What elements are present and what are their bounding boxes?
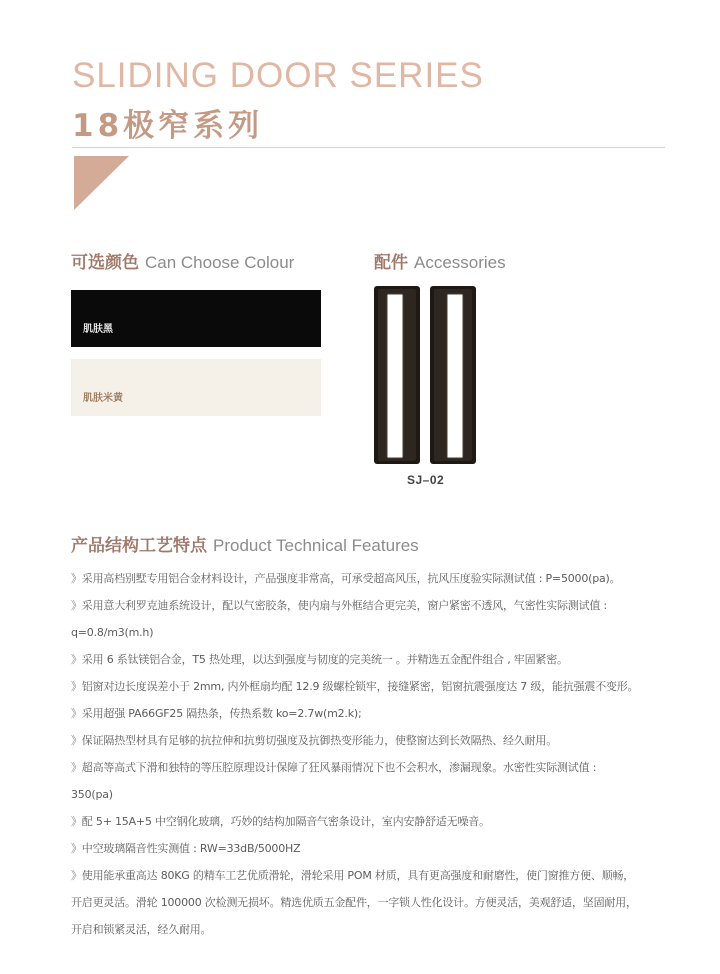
header-divider [72, 147, 665, 148]
feature-line: 350(pa) [71, 788, 113, 801]
feature-line: q=0.8/m3(m.h) [71, 626, 154, 639]
features-heading-en: Product Technical Features [213, 536, 419, 555]
colour-swatch-black [71, 290, 321, 347]
handle-left [374, 286, 420, 464]
feature-line: 》采用 6 系钛镁铝合金，T5 热处理，以达到强度与韧度的完美统一 。并精选五金配件组合 , 牢固紧密。 [71, 653, 568, 666]
swatch-label: 肌肤米黄 [83, 393, 123, 404]
accessories-heading-cn: 配件 [374, 253, 408, 273]
feature-line: 》超高等高式下滑和独特的等压腔原理设计保障了狂风暴雨情况下也不会积水，渗漏现象。水密性实际测试值 : [71, 761, 597, 774]
colour-heading-cn: 可选颜色 [71, 253, 139, 273]
feature-line: 》配 5+ 15A+5 中空钢化玻璃，巧妙的结构加隔音气密条设计，室内安静舒适无噪音。 [71, 815, 490, 828]
feature-list [71, 565, 671, 943]
accessory-model-code: SJ–02 [407, 473, 445, 487]
feature-line: 》保证隔热型材具有足够的抗拉伸和抗剪切强度及抗御热变形能力，使整窗达到长效隔热、经久耐用。 [71, 734, 557, 747]
feature-line: 》采用超强 PA66GF25 隔热条，传热系数 ko=2.7w(m2.k); [71, 707, 362, 720]
accessories-heading-en: Accessories [414, 253, 506, 272]
features-heading-cn: 产品结构工艺特点 [71, 536, 207, 556]
accessories-heading [374, 248, 506, 273]
colour-heading [71, 248, 294, 273]
handle-right [430, 286, 476, 464]
door-handle-image [372, 284, 478, 466]
feature-line: 》采用高档别墅专用铝合金材料设计，产品强度非常高，可承受超高风压，抗风压度验实际测试值 : P=5000(pa)。 [71, 572, 621, 585]
feature-line: 》中空玻璃隔音性实测值 : RW=33dB/5000HZ [71, 842, 301, 855]
feature-line: 开启更灵活。滑轮 100000 次检测无损坏。精选优质五金配件，一字锁人性化设计。方便灵活，美观舒适，坚固耐用， [71, 896, 637, 909]
features-heading [71, 531, 419, 556]
feature-line: 》铝窗对边长度误差小于 2mm, 内外框扇均配 12.9 级螺栓锁牢，接缝紧密，铝窗抗震强度达 7 级，能抗强震不变形。 [71, 680, 639, 693]
feature-line: 》使用能承重高达 80KG 的精车工艺优质滑轮，滑轮采用 POM 材质，具有更高强度和耐磨性，使门窗推方便、顺畅， [71, 869, 635, 882]
swatch-label: 肌肤黑 [83, 324, 113, 335]
corner-triangle-decoration [74, 156, 129, 210]
colour-swatch-beige [71, 359, 321, 416]
colour-heading-en: Can Choose Colour [145, 253, 295, 272]
feature-line: 》采用意大利罗克迪系统设计，配以气密胶条，使内扇与外框结合更完美，窗户紧密不透风，气密性实际测试值 : [71, 599, 607, 612]
feature-line: 开启和锁紧灵活，经久耐用。 [71, 923, 212, 936]
series-title-cn: 18极窄系列 [72, 108, 264, 144]
series-title-en: SLIDING DOOR SERIES [72, 56, 484, 95]
